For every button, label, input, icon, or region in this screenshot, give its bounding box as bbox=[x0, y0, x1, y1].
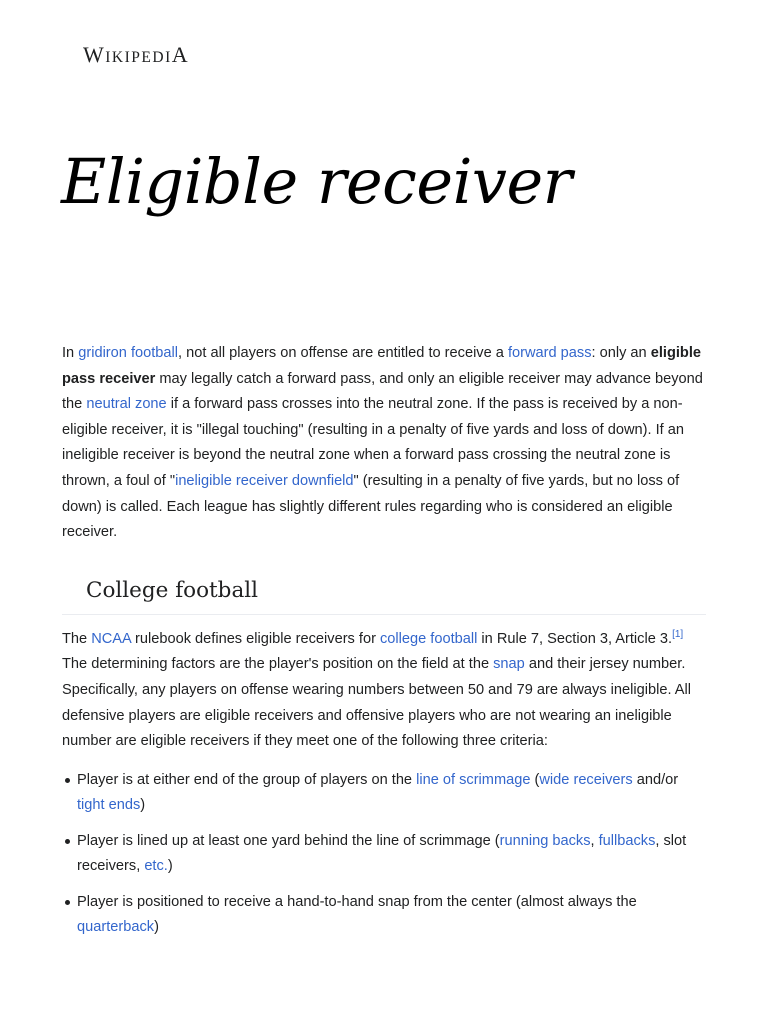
bullet-icon bbox=[65, 839, 70, 844]
link-etc[interactable]: etc. bbox=[144, 857, 168, 874]
college-paragraph: The NCAA rulebook defines eligible receivers for college football in Rule 7, Section 3, Article 3.[1] The determining factors are the player's position on the field at the snap and their jersey number. Specifically, any players on offense wearing numbers between 50 and 79 are always ineligible. All defensive players are eligible receivers and offensive players who are not wearing an ineligible number are eligible receivers if they meet one of the following three criteria: bbox=[62, 628, 691, 750]
section-heading-college-football: College football bbox=[62, 576, 706, 615]
link-wide-receivers[interactable]: wide receivers bbox=[539, 771, 633, 788]
link-fullbacks[interactable]: fullbacks bbox=[598, 832, 656, 849]
criteria-list bbox=[62, 768, 706, 940]
link-forward-pass[interactable]: forward pass bbox=[507, 345, 592, 361]
page-title: Eligible receiver bbox=[61, 145, 572, 218]
citation-ref-1[interactable]: [1] bbox=[672, 628, 684, 640]
bullet-icon bbox=[65, 778, 70, 783]
link-gridiron-football[interactable]: gridiron football bbox=[78, 345, 179, 361]
wordmark-middle-letters: IKIPEDI bbox=[105, 49, 172, 66]
wordmark-first-letter: W bbox=[83, 42, 106, 67]
list-item: Player is at either end of the group of players on the line of scrimmage (wide receivers and/or tight ends) bbox=[77, 768, 706, 818]
link-neutral-zone[interactable]: neutral zone bbox=[86, 396, 167, 413]
link-running-backs[interactable]: running backs bbox=[499, 832, 591, 849]
link-line-of-scrimmage[interactable]: line of scrimmage bbox=[416, 771, 531, 788]
wordmark-last-letter: A bbox=[171, 42, 190, 67]
link-quarterback[interactable]: quarterback bbox=[77, 918, 155, 935]
link-ineligible-receiver-downfield[interactable]: ineligible receiver downfield bbox=[175, 472, 354, 489]
list-item: Player is lined up at least one yard behind the line of scrimmage (running backs, fullbacks, slot receivers, etc.) bbox=[77, 829, 706, 879]
bold-term: eligible pass receiver bbox=[62, 345, 702, 387]
bullet-icon bbox=[65, 900, 70, 905]
wikipedia-wordmark[interactable] bbox=[83, 42, 189, 68]
link-ncaa[interactable]: NCAA bbox=[91, 630, 131, 647]
link-college-football[interactable]: college football bbox=[380, 630, 478, 647]
article-body bbox=[62, 341, 706, 951]
intro-paragraph: In gridiron football, not all players on offense are entitled to receive a forward pass: only an eligible pass receiver may legally catch a forward pass, and only an eligible receiver may advance beyond the neutral zone if a forward pass crosses into the neutral zone. If the pass is received by a non-eligible receiver, it is "illegal touching" (resulting in a penalty of five yards and loss of down). If an ineligible receiver is beyond the neutral zone when a forward pass crossing the neutral zone is thrown, a foul of "ineligible receiver downfield" (resulting in a penalty of five yards, but no loss of down) is called. Each league has slightly different rules regarding who is considered an eligible receiver. bbox=[62, 345, 703, 541]
link-snap[interactable]: snap bbox=[493, 656, 525, 673]
link-tight-ends[interactable]: tight ends bbox=[77, 796, 141, 813]
list-item: Player is positioned to receive a hand-to-hand snap from the center (almost always the quarterback) bbox=[77, 890, 706, 940]
